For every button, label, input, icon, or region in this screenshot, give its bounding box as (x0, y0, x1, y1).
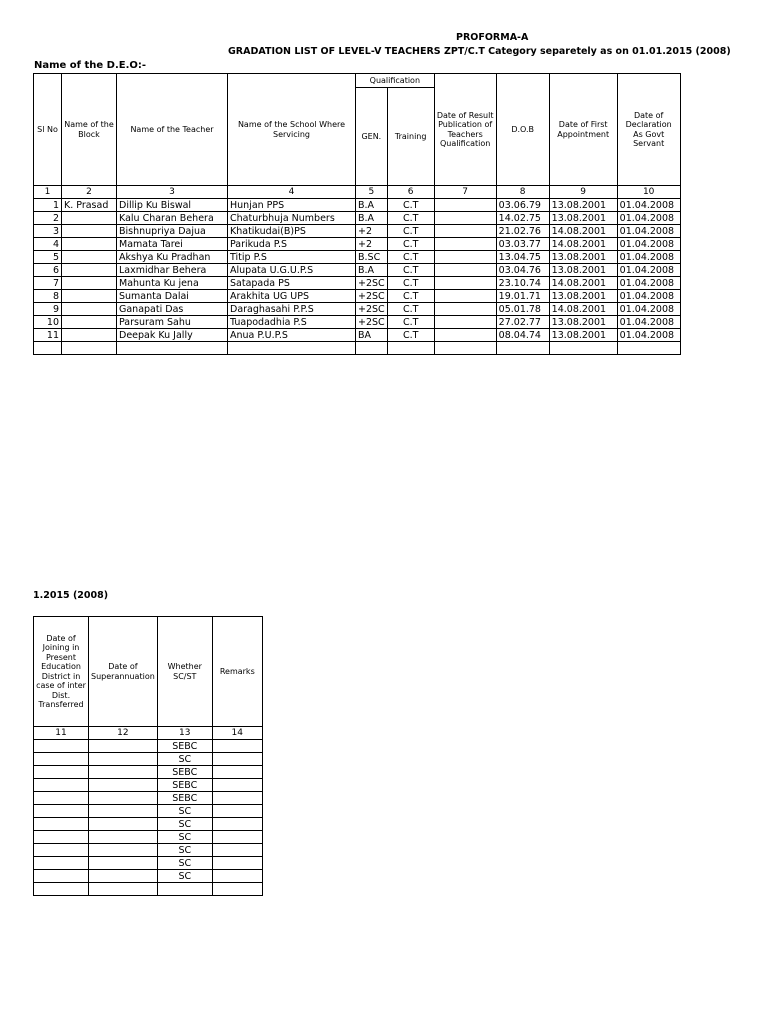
qualification-gen-cell: +2SC (356, 316, 388, 329)
result-date-cell (434, 277, 496, 290)
remarks-cell (212, 753, 262, 766)
document-title: GRADATION LIST OF LEVEL-V TEACHERS ZPT/C.T Category separetely as on 01.01.2015 (2008) (228, 46, 731, 57)
col-number: 14 (212, 727, 262, 740)
qualification-training-cell: C.T (387, 290, 434, 303)
remarks-cell (212, 844, 262, 857)
table-row (34, 225, 681, 238)
category-cell: SC (157, 831, 212, 844)
declaration-date-cell: 01.04.2008 (617, 303, 680, 316)
col-header-sc-st: Whether SC/ST (157, 617, 212, 727)
dob-cell: 03.06.79 (496, 199, 549, 212)
remarks-cell (212, 818, 262, 831)
category-cell: SC (157, 857, 212, 870)
first-appointment-cell: 13.08.2001 (549, 199, 617, 212)
sl-no-cell (34, 342, 62, 355)
dob-cell: 13.04.75 (496, 251, 549, 264)
table-row (34, 290, 681, 303)
result-date-cell (434, 316, 496, 329)
col-header-joining-date: Date of Joining in Present Education District in case of inter Dist. Transferred (34, 617, 89, 727)
table-row (34, 870, 263, 883)
remarks-cell (212, 857, 262, 870)
dob-cell: 05.01.78 (496, 303, 549, 316)
qualification-gen-cell: +2SC (356, 277, 388, 290)
col-header-dob: D.O.B (496, 74, 549, 186)
qualification-gen-cell: +2SC (356, 290, 388, 303)
table-row (34, 805, 263, 818)
block-cell (62, 212, 117, 225)
block-cell (62, 329, 117, 342)
gradation-table-continued-body (34, 740, 263, 896)
remarks-cell (212, 766, 262, 779)
table-row (34, 316, 681, 329)
category-cell: SEBC (157, 766, 212, 779)
col-number: 5 (356, 186, 388, 199)
qualification-training-cell: C.T (387, 303, 434, 316)
block-cell (62, 264, 117, 277)
category-cell: SC (157, 753, 212, 766)
sl-no-cell: 11 (34, 329, 62, 342)
remarks-cell (212, 805, 262, 818)
qualification-gen-cell: +2 (356, 238, 388, 251)
block-cell (62, 251, 117, 264)
col-header-result-date: Date of Result Publication of Teachers Qualification (434, 74, 496, 186)
remarks-cell (212, 740, 262, 753)
school-name-cell: Titip P.S (228, 251, 356, 264)
table-row (34, 818, 263, 831)
superannuation-cell (89, 805, 158, 818)
category-cell: SEBC (157, 740, 212, 753)
school-name-cell: Parikuda P.S (228, 238, 356, 251)
category-cell: SC (157, 818, 212, 831)
teacher-name-cell: Mamata Tarei (117, 238, 228, 251)
table-row (34, 329, 681, 342)
qualification-gen-cell (356, 342, 388, 355)
declaration-date-cell: 01.04.2008 (617, 212, 680, 225)
school-name-cell: Khatikudai(B)PS (228, 225, 356, 238)
dob-cell: 03.03.77 (496, 238, 549, 251)
superannuation-cell (89, 844, 158, 857)
superannuation-cell (89, 740, 158, 753)
category-cell: SC (157, 844, 212, 857)
qualification-training-cell: C.T (387, 329, 434, 342)
column-number-row (34, 727, 263, 740)
school-name-cell: Satapada PS (228, 277, 356, 290)
teacher-name-cell: Laxmidhar Behera (117, 264, 228, 277)
col-number: 8 (496, 186, 549, 199)
superannuation-cell (89, 831, 158, 844)
gradation-table (33, 73, 681, 355)
school-name-cell: Tuapodadhia P.S (228, 316, 356, 329)
category-cell (157, 883, 212, 896)
table-row (34, 251, 681, 264)
category-cell: SEBC (157, 792, 212, 805)
joining-date-cell (34, 792, 89, 805)
school-name-cell: Alupata U.G.U.P.S (228, 264, 356, 277)
table-row (34, 212, 681, 225)
dob-cell: 03.04.76 (496, 264, 549, 277)
qualification-training-cell: C.T (387, 251, 434, 264)
qualification-gen-cell: BA (356, 329, 388, 342)
superannuation-cell (89, 792, 158, 805)
superannuation-cell (89, 883, 158, 896)
qualification-training-cell: C.T (387, 277, 434, 290)
sl-no-cell: 9 (34, 303, 62, 316)
col-number: 9 (549, 186, 617, 199)
table-row (34, 792, 263, 805)
dob-cell: 14.02.75 (496, 212, 549, 225)
qualification-training-cell: C.T (387, 238, 434, 251)
qualification-training-cell: C.T (387, 264, 434, 277)
declaration-date-cell: 01.04.2008 (617, 199, 680, 212)
qualification-gen-cell: B.A (356, 199, 388, 212)
dob-cell: 27.02.77 (496, 316, 549, 329)
declaration-date-cell: 01.04.2008 (617, 316, 680, 329)
dob-cell: 19.01.71 (496, 290, 549, 303)
school-name-cell: Chaturbhuja Numbers (228, 212, 356, 225)
result-date-cell (434, 212, 496, 225)
teacher-name-cell (117, 342, 228, 355)
remarks-cell (212, 792, 262, 805)
teacher-name-cell: Mahunta Ku jena (117, 277, 228, 290)
qualification-training-cell: C.T (387, 212, 434, 225)
first-appointment-cell: 13.08.2001 (549, 212, 617, 225)
col-number: 13 (157, 727, 212, 740)
proforma-label: PROFORMA-A (456, 32, 529, 43)
col-header-declaration: Date of Declaration As Govt Servant (617, 74, 680, 186)
table-row (34, 264, 681, 277)
col-number: 10 (617, 186, 680, 199)
school-name-cell: Anua P.U.P.S (228, 329, 356, 342)
category-cell: SC (157, 870, 212, 883)
col-number: 7 (434, 186, 496, 199)
joining-date-cell (34, 753, 89, 766)
qualification-training-cell: C.T (387, 225, 434, 238)
col-number: 1 (34, 186, 62, 199)
table-row (34, 766, 263, 779)
col-header-block: Name of the Block (62, 74, 117, 186)
joining-date-cell (34, 779, 89, 792)
first-appointment-cell: 14.08.2001 (549, 303, 617, 316)
school-name-cell: Daraghasahi P.P.S (228, 303, 356, 316)
qualification-training-cell (387, 342, 434, 355)
first-appointment-cell: 13.08.2001 (549, 316, 617, 329)
sl-no-cell: 1 (34, 199, 62, 212)
col-header-qualification: Qualification (356, 74, 435, 88)
table-row (34, 303, 681, 316)
col-number: 6 (387, 186, 434, 199)
sl-no-cell: 5 (34, 251, 62, 264)
dob-cell: 08.04.74 (496, 329, 549, 342)
superannuation-cell (89, 870, 158, 883)
sl-no-cell: 8 (34, 290, 62, 303)
superannuation-cell (89, 779, 158, 792)
dob-cell: 21.02.76 (496, 225, 549, 238)
qualification-training-cell: C.T (387, 316, 434, 329)
dob-cell (496, 342, 549, 355)
table-row (34, 883, 263, 896)
block-cell (62, 238, 117, 251)
result-date-cell (434, 342, 496, 355)
col-number: 2 (62, 186, 117, 199)
result-date-cell (434, 264, 496, 277)
first-appointment-cell (549, 342, 617, 355)
sl-no-cell: 10 (34, 316, 62, 329)
teacher-name-cell: Dillip Ku Biswal (117, 199, 228, 212)
joining-date-cell (34, 844, 89, 857)
declaration-date-cell: 01.04.2008 (617, 290, 680, 303)
superannuation-cell (89, 857, 158, 870)
joining-date-cell (34, 740, 89, 753)
block-cell (62, 303, 117, 316)
teacher-name-cell: Ganapati Das (117, 303, 228, 316)
block-cell (62, 342, 117, 355)
column-number-row (34, 186, 681, 199)
block-cell (62, 316, 117, 329)
sl-no-cell: 3 (34, 225, 62, 238)
table-row (34, 753, 263, 766)
col-header-school: Name of the School Where Servicing (228, 74, 356, 186)
first-appointment-cell: 13.08.2001 (549, 290, 617, 303)
teacher-name-cell: Bishnupriya Dajua (117, 225, 228, 238)
first-appointment-cell: 14.08.2001 (549, 238, 617, 251)
gradation-table-body (34, 199, 681, 355)
table-row (34, 238, 681, 251)
first-appointment-cell: 13.08.2001 (549, 264, 617, 277)
table-row (34, 857, 263, 870)
block-cell (62, 277, 117, 290)
school-name-cell: Hunjan PPS (228, 199, 356, 212)
joining-date-cell (34, 805, 89, 818)
category-cell: SC (157, 805, 212, 818)
sl-no-cell: 2 (34, 212, 62, 225)
declaration-date-cell: 01.04.2008 (617, 225, 680, 238)
school-name-cell (228, 342, 356, 355)
qualification-gen-cell: B.A (356, 264, 388, 277)
col-number: 12 (89, 727, 158, 740)
first-appointment-cell: 13.08.2001 (549, 251, 617, 264)
result-date-cell (434, 303, 496, 316)
block-cell (62, 290, 117, 303)
table-row (34, 779, 263, 792)
col-number: 11 (34, 727, 89, 740)
result-date-cell (434, 329, 496, 342)
remarks-cell (212, 779, 262, 792)
continuation-label: 1.2015 (2008) (33, 590, 109, 601)
table-row (34, 199, 681, 212)
joining-date-cell (34, 766, 89, 779)
col-header-remarks: Remarks (212, 617, 262, 727)
first-appointment-cell: 14.08.2001 (549, 225, 617, 238)
result-date-cell (434, 238, 496, 251)
declaration-date-cell: 01.04.2008 (617, 329, 680, 342)
col-number: 3 (117, 186, 228, 199)
first-appointment-cell: 13.08.2001 (549, 329, 617, 342)
col-header-teacher: Name of the Teacher (117, 74, 228, 186)
result-date-cell (434, 251, 496, 264)
dob-cell: 23.10.74 (496, 277, 549, 290)
joining-date-cell (34, 831, 89, 844)
table-row (34, 844, 263, 857)
col-header-gen: GEN. (356, 88, 388, 186)
result-date-cell (434, 225, 496, 238)
joining-date-cell (34, 883, 89, 896)
school-name-cell: Arakhita UG UPS (228, 290, 356, 303)
declaration-date-cell: 01.04.2008 (617, 238, 680, 251)
joining-date-cell (34, 870, 89, 883)
gradation-table-continued (33, 616, 263, 896)
teacher-name-cell: Deepak Ku Jally (117, 329, 228, 342)
col-number: 4 (228, 186, 356, 199)
declaration-date-cell (617, 342, 680, 355)
result-date-cell (434, 290, 496, 303)
teacher-name-cell: Kalu Charan Behera (117, 212, 228, 225)
col-header-superannuation: Date of Superannuation (89, 617, 158, 727)
declaration-date-cell: 01.04.2008 (617, 264, 680, 277)
sl-no-cell: 4 (34, 238, 62, 251)
declaration-date-cell: 01.04.2008 (617, 277, 680, 290)
joining-date-cell (34, 818, 89, 831)
superannuation-cell (89, 753, 158, 766)
sl-no-cell: 7 (34, 277, 62, 290)
remarks-cell (212, 831, 262, 844)
category-cell: SEBC (157, 779, 212, 792)
teacher-name-cell: Akshya Ku Pradhan (117, 251, 228, 264)
block-cell: K. Prasad (62, 199, 117, 212)
block-cell (62, 225, 117, 238)
table-row (34, 342, 681, 355)
qualification-gen-cell: +2 (356, 225, 388, 238)
declaration-date-cell: 01.04.2008 (617, 251, 680, 264)
sl-no-cell: 6 (34, 264, 62, 277)
table-row (34, 277, 681, 290)
deo-label: Name of the D.E.O:- (34, 60, 147, 71)
superannuation-cell (89, 766, 158, 779)
teacher-name-cell: Sumanta Dalai (117, 290, 228, 303)
qualification-gen-cell: +2SC (356, 303, 388, 316)
result-date-cell (434, 199, 496, 212)
table-row (34, 831, 263, 844)
first-appointment-cell: 14.08.2001 (549, 277, 617, 290)
qualification-training-cell: C.T (387, 199, 434, 212)
qualification-gen-cell: B.A (356, 212, 388, 225)
superannuation-cell (89, 818, 158, 831)
col-header-training: Training (387, 88, 434, 186)
teacher-name-cell: Parsuram Sahu (117, 316, 228, 329)
col-header-sl-no: Sl No (34, 74, 62, 186)
qualification-gen-cell: B.SC (356, 251, 388, 264)
joining-date-cell (34, 857, 89, 870)
col-header-first-appointment: Date of First Appointment (549, 74, 617, 186)
remarks-cell (212, 883, 262, 896)
remarks-cell (212, 870, 262, 883)
table-row (34, 740, 263, 753)
